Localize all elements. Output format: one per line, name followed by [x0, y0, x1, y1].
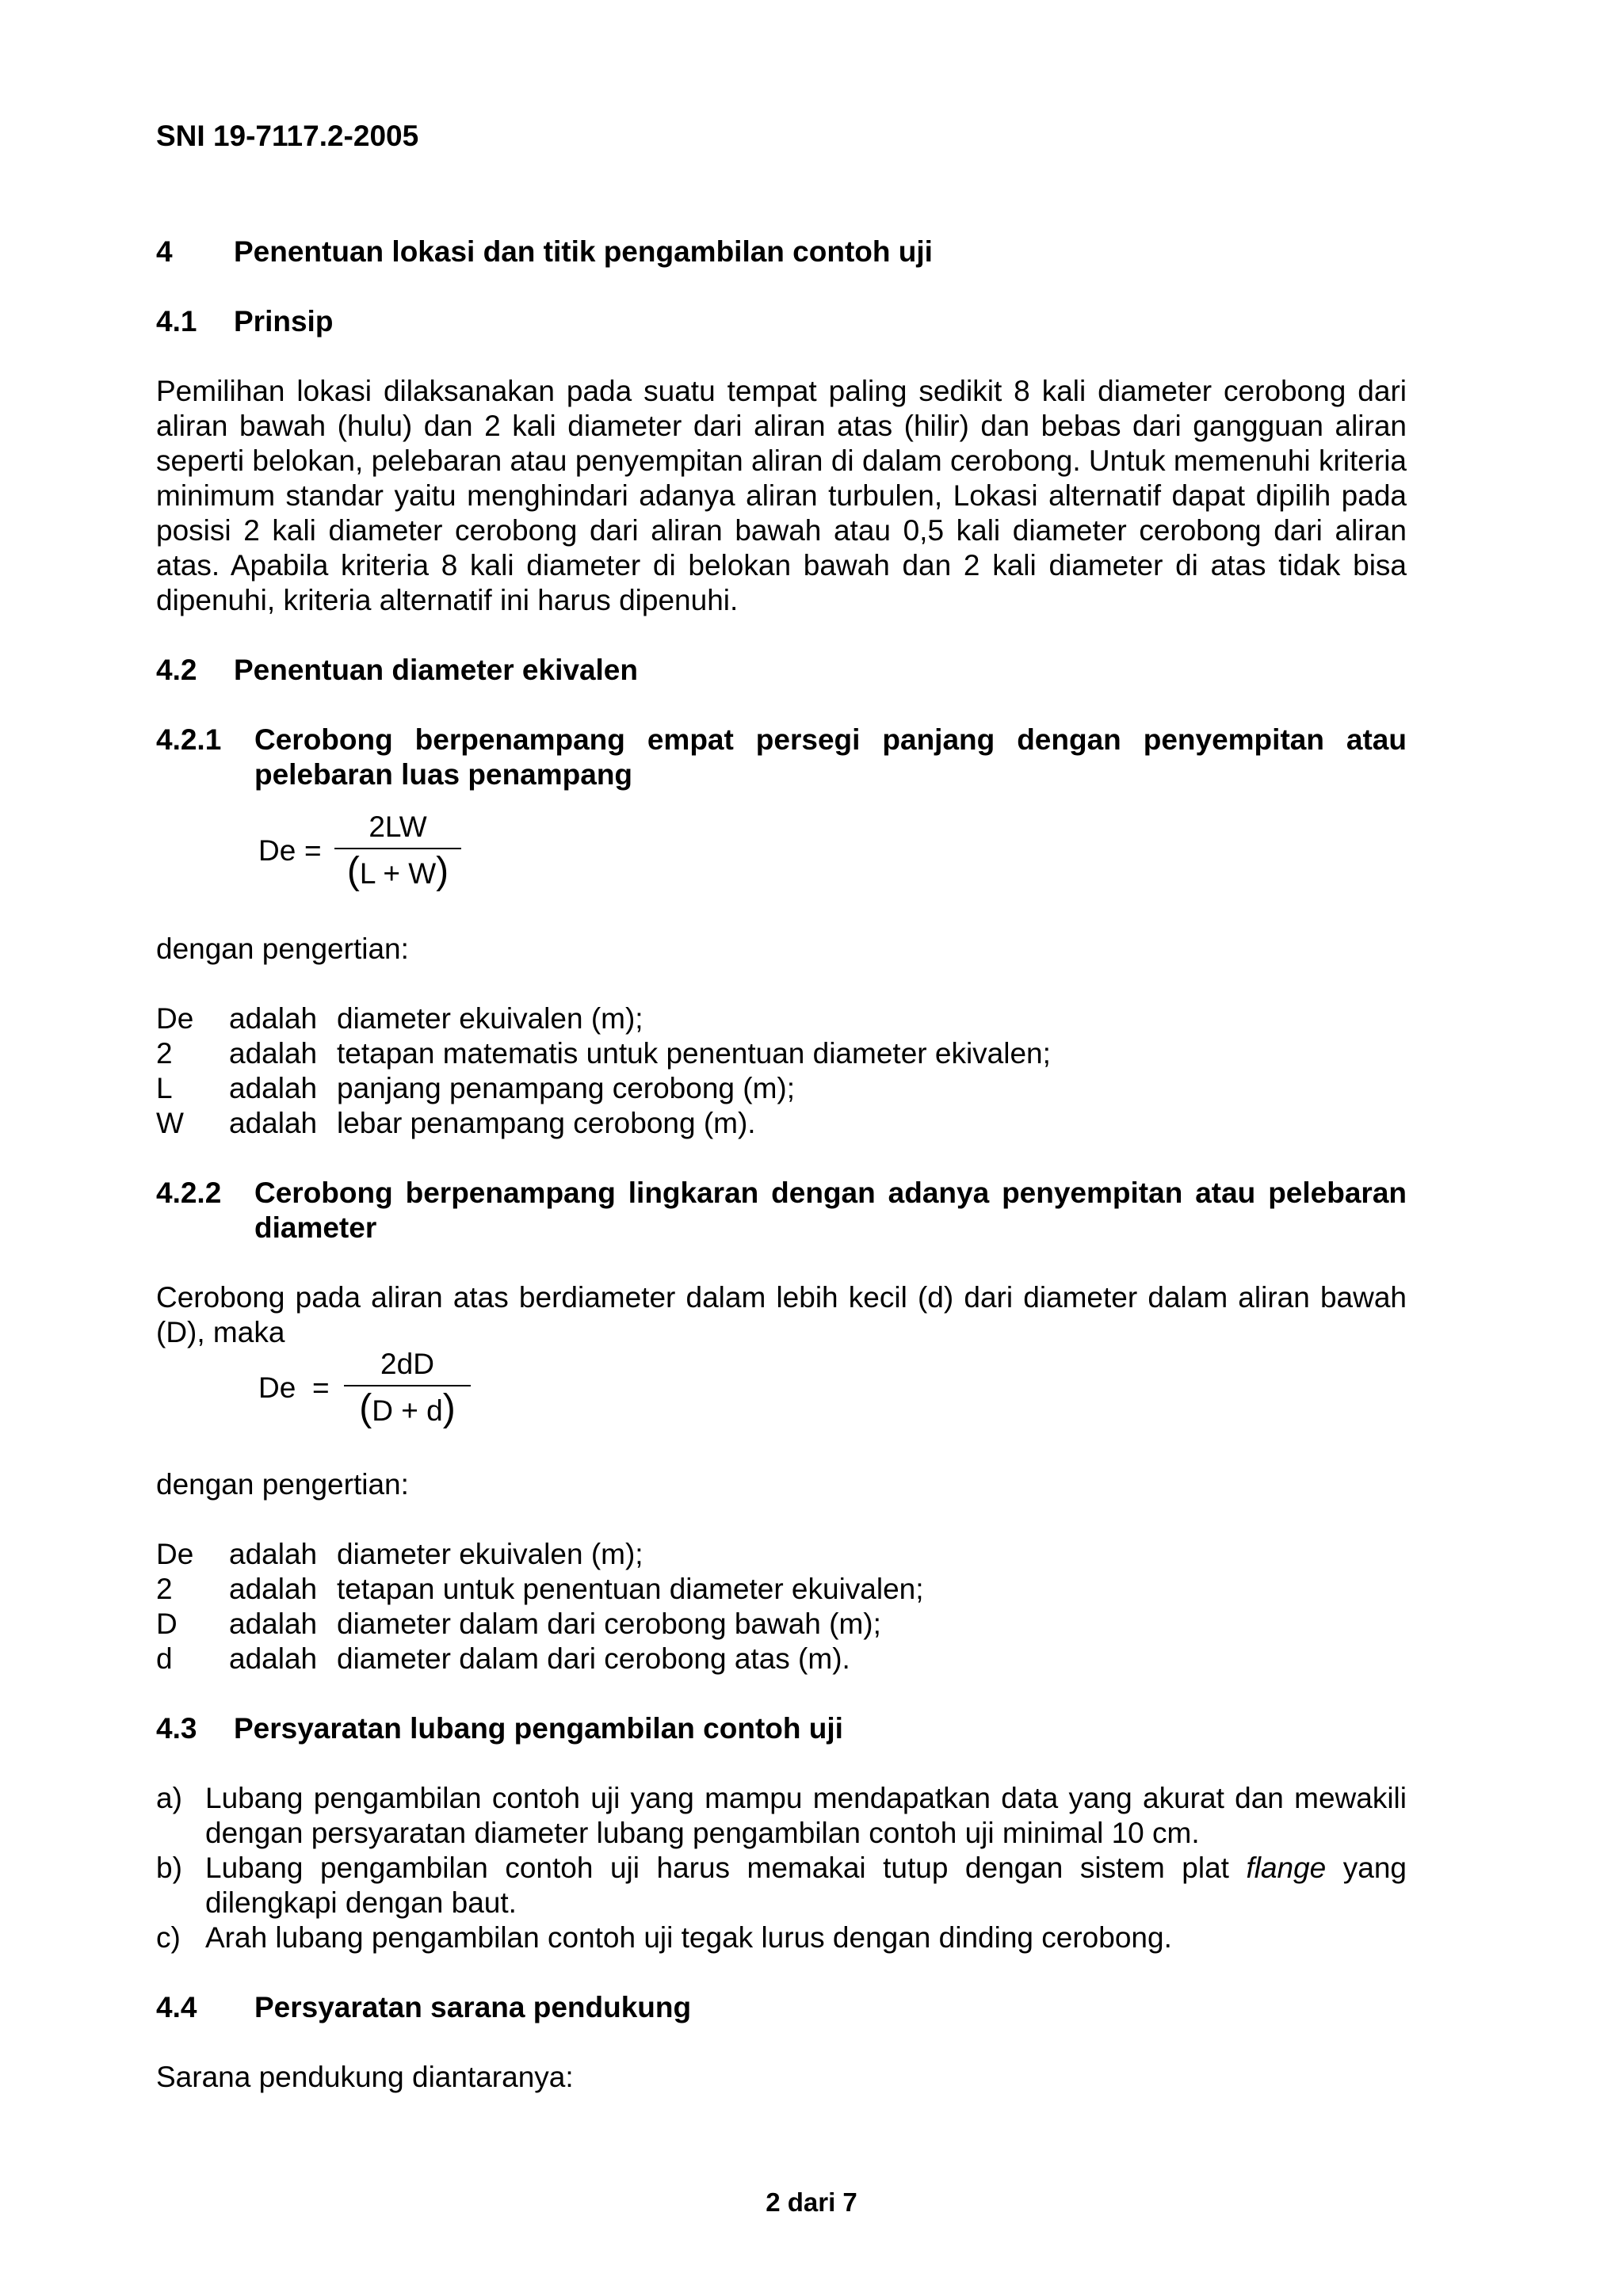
definition-text: diameter dalam dari cerobong atas (m). [337, 1642, 850, 1675]
definition-word: adalah [229, 1107, 318, 1139]
section-number: 4.1 [156, 305, 197, 338]
list-item-label: c) [156, 1921, 181, 1954]
list-item [156, 1781, 1407, 1851]
section-title: Cerobong berpenampang empat persegi panjang dengan penyempitan atau pelebaran luas penampang [254, 723, 1407, 791]
definition-row [156, 1642, 924, 1676]
definition-symbol: d [156, 1642, 173, 1675]
section-number: 4.2 [156, 654, 197, 686]
definition-row [156, 1572, 924, 1607]
section-4-2-2-heading [156, 1176, 1407, 1245]
section-4-heading [156, 235, 933, 269]
definition-word: adalah [229, 1538, 318, 1570]
section-title: Persyaratan sarana pendukung [254, 1991, 692, 2023]
definition-row [156, 1537, 924, 1572]
definition-word: adalah [229, 1642, 318, 1675]
section-number: 4.3 [156, 1712, 197, 1745]
list-item-label: a) [156, 1782, 182, 1814]
section-number: 4.2.1 [156, 723, 222, 756]
formula-de-rectangular [258, 810, 464, 897]
list-item-text: Arah lubang pengambilan contoh uji tegak lurus dengan dinding cerobong. [205, 1921, 1172, 1954]
section-4-2-2-paragraph: Cerobong pada aliran atas berdiameter dalam lebih kecil (d) dari diameter dalam aliran bawah (D), maka [156, 1281, 1407, 1348]
list-item-text: Lubang pengambilan contoh uji yang mampu mendapatkan data yang akurat dan mewakili dengan persyaratan diameter lubang pengambilan contoh uji minimal 10 cm. [205, 1782, 1407, 1849]
definition-word: adalah [229, 1573, 318, 1605]
definition-word: adalah [229, 1037, 318, 1070]
section-number: 4 [156, 235, 173, 268]
formula-equals: = [312, 1371, 330, 1404]
formula-lhs: De [258, 1371, 296, 1404]
definition-word: adalah [229, 1002, 318, 1035]
definition-symbol: 2 [156, 1037, 173, 1070]
definition-row [156, 1036, 1051, 1071]
section-number: 4.4 [156, 1991, 197, 2023]
definition-text: lebar penampang cerobong (m). [337, 1107, 756, 1139]
definitions-list-rectangular [156, 1001, 1051, 1141]
definition-row [156, 1001, 1051, 1036]
definition-symbol: L [156, 1072, 173, 1104]
definitions-intro: dengan pengertian: [156, 1468, 409, 1501]
definition-text: tetapan untuk penentuan diameter ekuivalen; [337, 1573, 924, 1605]
definition-word: adalah [229, 1608, 318, 1640]
formula-equals: = [304, 834, 322, 867]
list-item [156, 1920, 1407, 1955]
document-header: SNI 19-7117.2-2005 [156, 120, 419, 152]
italic-term: flange [1246, 1852, 1327, 1884]
definition-text: panjang penampang cerobong (m); [337, 1072, 795, 1104]
section-4-1-heading [156, 304, 333, 339]
section-number: 4.2.2 [156, 1177, 222, 1209]
definition-text: diameter dalam dari cerobong bawah (m); [337, 1608, 881, 1640]
section-title: Prinsip [234, 305, 334, 338]
section-title: Penentuan lokasi dan titik pengambilan contoh uji [234, 235, 933, 268]
list-item: b) Lubang pengambilan contoh uji harus memakai tutup dengan sistem plat flange yang dilengkapi dengan baut. [156, 1852, 1407, 1919]
page-number: 2 dari 7 [766, 2187, 857, 2217]
formula-numerator: 2dD [380, 1348, 434, 1380]
definitions-list-circular [156, 1537, 924, 1676]
section-4-1-paragraph: Pemilihan lokasi dilaksanakan pada suatu tempat paling sedikit 8 kali diameter cerobong dari aliran bawah (hulu) dan 2 kali diameter dari aliran atas (hilir) dan bebas dari gangguan aliran seperti belokan, pelebaran atau penyempitan aliran di dalam cerobong. Untuk memenuhi kriteria minimum standar yaitu menghindari adanya aliran turbulen, Lokasi alternatif dapat dipilih pada posisi 2 kali diameter cerobong dari aliran bawah atau 0,5 kali diameter cerobong dari aliran atas. Apabila kriteria 8 kali diameter di belokan bawah dan 2 kali diameter di atas tidak bisa dipenuhi, kriteria alternatif ini harus dipenuhi. [156, 375, 1407, 616]
section-4-4-heading [156, 1990, 691, 2025]
section-4-2-heading [156, 653, 638, 688]
section-title: Cerobong berpenampang lingkaran dengan adanya penyempitan atau pelebaran diameter [254, 1177, 1407, 1244]
formula-denominator: (L + W) [346, 850, 449, 892]
definitions-intro: dengan pengertian: [156, 933, 409, 965]
fraction-bar [334, 848, 461, 849]
formula-lhs: De [258, 834, 296, 867]
definition-symbol: D [156, 1608, 178, 1640]
list-item-label: b) [156, 1852, 182, 1884]
definition-word: adalah [229, 1072, 318, 1104]
definition-row [156, 1071, 1051, 1106]
definition-symbol: De [156, 1538, 194, 1570]
definition-symbol: 2 [156, 1573, 173, 1605]
fraction-bar [344, 1385, 471, 1386]
section-4-3-heading [156, 1711, 843, 1746]
section-title: Penentuan diameter ekivalen [234, 654, 638, 686]
definition-row [156, 1607, 924, 1642]
section-title: Persyaratan lubang pengambilan contoh uji [234, 1712, 843, 1745]
definition-text: diameter ekuivalen (m); [337, 1002, 643, 1035]
formula-denominator: (D + d) [359, 1387, 456, 1429]
definition-symbol: W [156, 1107, 184, 1139]
formula-de-circular [258, 1347, 480, 1434]
definition-symbol: De [156, 1002, 194, 1035]
definition-text: diameter ekuivalen (m); [337, 1538, 643, 1570]
definition-text: tetapan matematis untuk penentuan diameter ekivalen; [337, 1037, 1051, 1070]
requirements-list [156, 1781, 1407, 1955]
section-4-2-1-heading [156, 723, 1407, 792]
definition-row [156, 1106, 1051, 1141]
formula-numerator: 2LW [369, 810, 427, 843]
section-4-4-paragraph: Sarana pendukung diantaranya: [156, 2061, 574, 2093]
